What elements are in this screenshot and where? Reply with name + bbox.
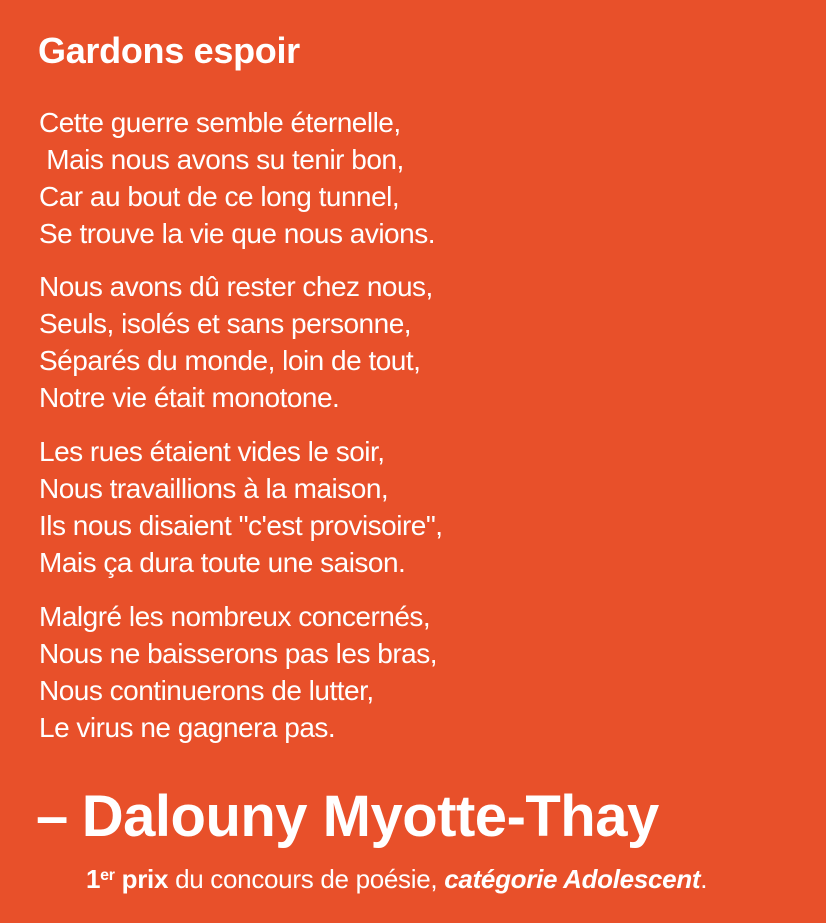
award-rank-suffix: er bbox=[100, 867, 115, 884]
verse-line: Nous avons dû rester chez nous, bbox=[39, 271, 433, 302]
verse-line: Nous ne baisserons pas les bras, bbox=[39, 638, 437, 669]
author-signature bbox=[36, 783, 659, 850]
stanza-2 bbox=[39, 268, 433, 416]
signature-dash: – bbox=[36, 784, 68, 849]
award-end: . bbox=[700, 864, 708, 894]
verse-line: Le virus ne gagnera pas. bbox=[39, 712, 336, 743]
award-prize: prix bbox=[121, 864, 169, 894]
verse-line: Les rues étaient vides le soir, bbox=[39, 436, 385, 467]
award-rank: 1 bbox=[86, 864, 101, 894]
verse-line: Cette guerre semble éternelle, bbox=[39, 107, 401, 138]
verse-line: Nous travaillions à la maison, bbox=[39, 473, 389, 504]
verse-line: Car au bout de ce long tunnel, bbox=[39, 181, 400, 212]
verse-line: Malgré les nombreux concernés, bbox=[39, 601, 431, 632]
verse-line: Seuls, isolés et sans personne, bbox=[39, 308, 412, 339]
award-category: catégorie Adolescent bbox=[444, 864, 701, 894]
stanza-4 bbox=[39, 598, 437, 746]
author-name: Dalouny Myotte-Thay bbox=[81, 784, 659, 849]
verse-line: Nous continuerons de lutter, bbox=[39, 675, 374, 706]
poem-title: Gardons espoir bbox=[38, 30, 300, 71]
verse-line: Ils nous disaient "c'est provisoire", bbox=[39, 510, 443, 541]
award-text: du concours de poésie, bbox=[175, 864, 438, 894]
verse-line: Notre vie était monotone. bbox=[39, 382, 340, 413]
stanza-1 bbox=[39, 104, 435, 252]
award-line bbox=[86, 864, 707, 895]
verse-line: Mais ça dura toute une saison. bbox=[39, 547, 406, 578]
verse-line: Séparés du monde, loin de tout, bbox=[39, 345, 421, 376]
verse-line: Se trouve la vie que nous avions. bbox=[39, 218, 435, 249]
stanza-3 bbox=[39, 433, 443, 581]
verse-line: Mais nous avons su tenir bon, bbox=[39, 144, 404, 175]
